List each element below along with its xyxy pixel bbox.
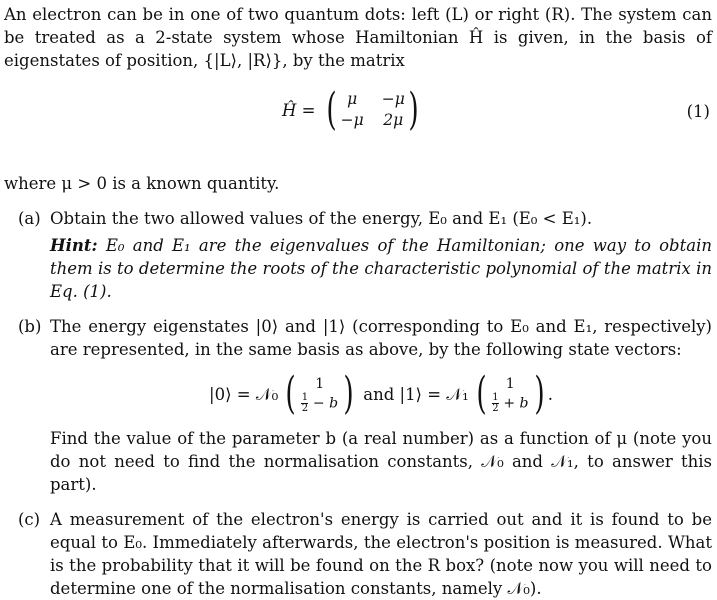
frac-num: 1	[301, 391, 309, 403]
hint	[50, 234, 712, 303]
problem-page	[4, 3, 712, 600]
vector-1	[492, 375, 529, 414]
part-b-question: Find the value of the parameter b (a real number) as a function of μ (note you do not need to find the normalisation constants, 𝒩₀ and 𝒩₁, to answer this part).	[50, 429, 712, 494]
one-half-fraction: $\frac{1}{2}$	[492, 391, 499, 414]
vector-bottom-rest: + b	[503, 395, 529, 411]
part-b-text: The energy eigenstates |0⟩ and |1⟩ (corresponding to E₀ and E₁, respectively) are represented, in the same basis as above, by the following state vectors:	[50, 317, 712, 359]
part-a-text: Obtain the two allowed values of the energy, E₀ and E₁ (E₀ < E₁).	[50, 209, 593, 228]
equation-1	[4, 82, 712, 146]
part-c-text: A measurement of the electron's energy is carried out and it is found to be equal to E₀. Immediately afterwards, the electron's position is measured. What is the probability that it will be found on the R box? (note now you will need to determine one of the normalisation constants, namely 𝒩₀).	[50, 510, 712, 598]
hamiltonian-lhs: Ĥ =	[282, 100, 316, 120]
part-c	[4, 508, 712, 600]
part-a	[4, 207, 712, 303]
matrix-cell: 2μ	[383, 111, 404, 129]
where-line: where μ > 0 is a known quantity.	[4, 174, 280, 193]
right-paren-icon: )	[408, 84, 419, 135]
hint-text: E₀ and E₁ are the eigenvalues of the Hamiltonian; one way to obtain them is to determine the roots of the characteristic polynomial of the matrix in Eq. (1).	[50, 236, 712, 301]
right-paren-icon: )	[533, 368, 545, 419]
frac-den: 2	[301, 402, 309, 414]
state-vectors-equation	[50, 369, 712, 419]
part-b	[4, 315, 712, 496]
and-ket-1: and |1⟩ = 𝒩₁	[363, 384, 469, 404]
hamiltonian-matrix	[341, 89, 405, 131]
vector-bottom-rest: − b	[312, 395, 339, 411]
equation-period: .	[547, 384, 553, 404]
vector-top: 1	[315, 375, 325, 392]
intro-paragraph: An electron can be in one of two quantum dots: left (L) or right (R). The system can be treated as a 2-state system whose Hamiltonian Ĥ is given, in the basis of eigenstates of position, {|L⟩, |R⟩}, by the matrix	[4, 5, 712, 70]
equation-number: (1)	[686, 102, 710, 121]
ket-0-lhs: |0⟩ = 𝒩₀	[209, 384, 279, 404]
part-label: (b)	[18, 317, 42, 336]
right-paren-icon: )	[343, 368, 354, 419]
vector-0	[301, 375, 338, 414]
vector-bottom	[492, 393, 529, 414]
part-label: (a)	[18, 209, 41, 228]
vector-top: 1	[505, 375, 515, 392]
vector-bottom	[301, 393, 338, 414]
part-label: (c)	[18, 510, 41, 529]
matrix-cell: −μ	[381, 90, 405, 108]
matrix-cell: μ	[347, 90, 358, 108]
one-half-fraction	[301, 393, 308, 414]
left-paren-icon: (	[476, 368, 487, 419]
hint-label: Hint:	[50, 236, 98, 255]
left-paren-icon: (	[285, 368, 297, 419]
left-paren-icon: (	[326, 84, 338, 135]
matrix-cell: −μ	[340, 111, 364, 129]
